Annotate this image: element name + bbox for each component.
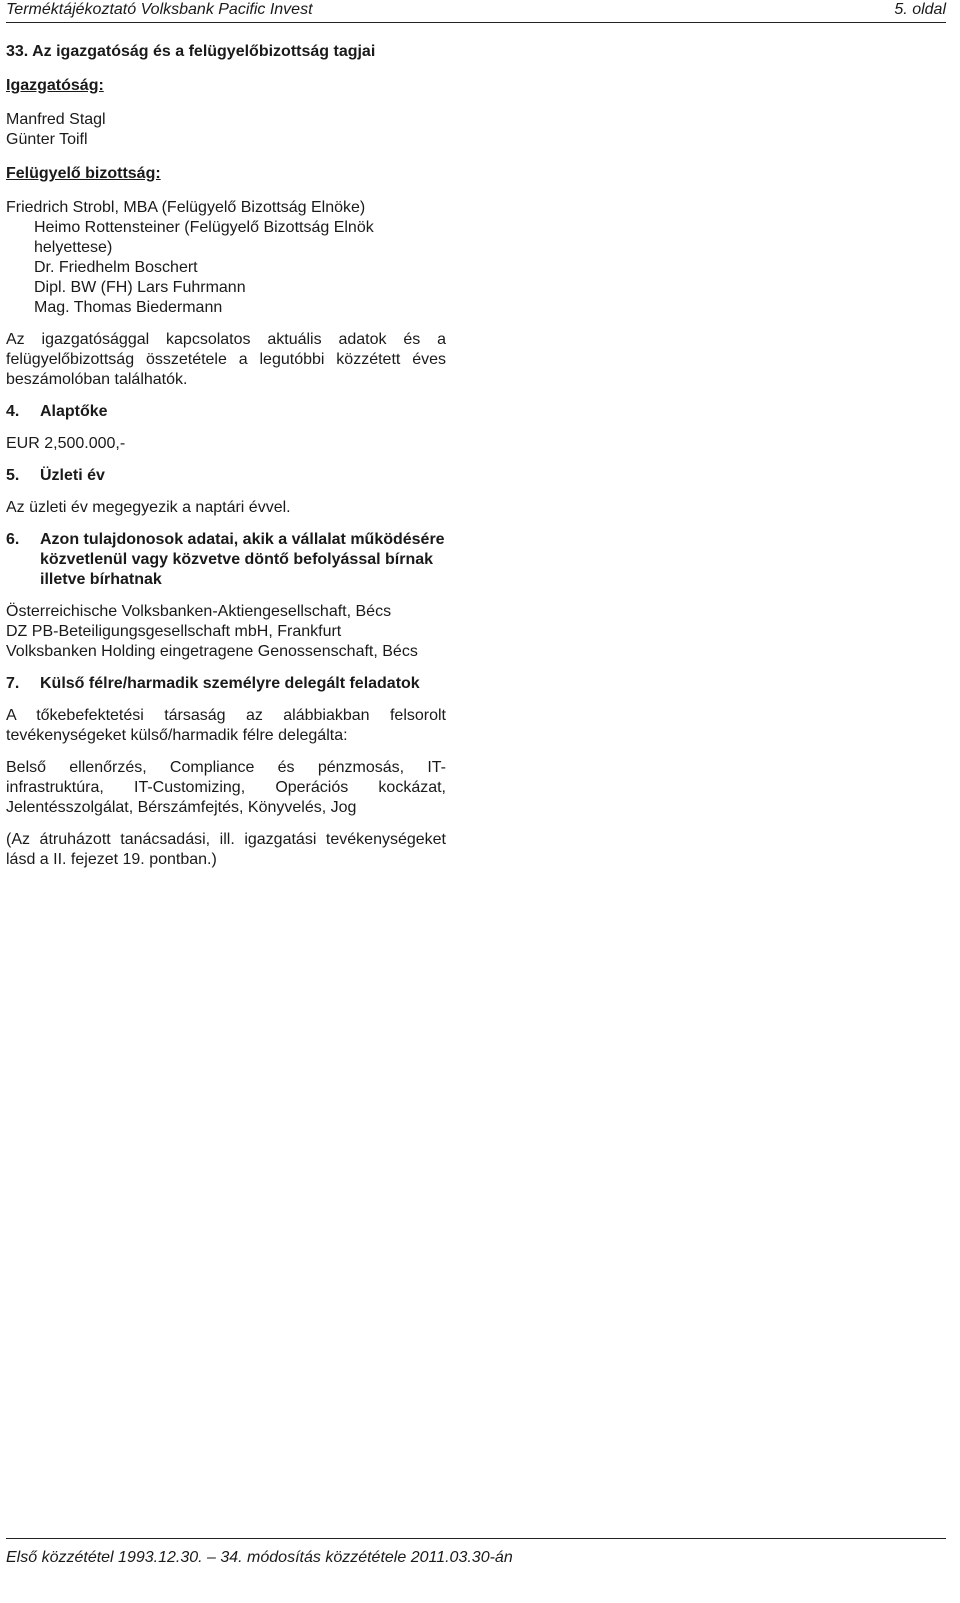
section-33-heading: 33. Az igazgatóság és a felügyelőbizottság tagjai bbox=[6, 43, 376, 60]
section-title: Alaptőke bbox=[40, 403, 108, 420]
section-number: 4. bbox=[6, 403, 20, 420]
section-title: Azon tulajdonosok adatai, akik a vállalat működésére közvetlenül vagy közvetve döntő befolyással bírnak illetve bírhatnak bbox=[40, 531, 445, 588]
supervisory-member: Dipl. BW (FH) Lars Fuhrmann bbox=[34, 279, 246, 296]
board-member: Manfred Stagl bbox=[6, 111, 106, 128]
page-footer bbox=[6, 1538, 946, 1568]
section-6-heading bbox=[6, 530, 446, 590]
delegated-tasks: Belső ellenőrzés, Compliance és pénzmosás, IT-infrastruktúra, IT-Customizing, Operációs kockázat, Jelentésszolgálat, Bérszámfejtés, Könyvelés, Jog bbox=[6, 759, 446, 816]
supervisory-chair: Friedrich Strobl, MBA (Felügyelő Bizottság Elnöke) bbox=[6, 199, 366, 216]
section-4-heading bbox=[6, 402, 446, 422]
section-5-heading bbox=[6, 466, 446, 486]
section-number: 7. bbox=[6, 675, 20, 692]
share-capital-value: EUR 2,500.000,- bbox=[6, 435, 126, 452]
section-title: Üzleti év bbox=[40, 467, 105, 484]
section-title: Külső félre/harmadik személyre delegált feladatok bbox=[40, 675, 420, 692]
supervisory-label: Felügyelő bizottság: bbox=[6, 165, 161, 182]
delegation-note: (Az átruházott tanácsadási, ill. igazgatási tevékenységeket lásd a II. fejezet 19. pontban.) bbox=[6, 831, 446, 868]
document-title: Terméktájékoztató Volksbank Pacific Invest bbox=[6, 1, 313, 18]
business-year-text: Az üzleti év megegyezik a naptári évvel. bbox=[6, 499, 291, 516]
document-body bbox=[6, 42, 446, 870]
supervisory-member: Dr. Friedhelm Boschert bbox=[34, 259, 198, 276]
owner-item: Volksbanken Holding eingetragene Genossenschaft, Bécs bbox=[6, 643, 418, 660]
delegation-intro: A tőkebefektetési társaság az alábbiakban felsorolt tevékenységeket külső/harmadik félre delegálta: bbox=[6, 707, 446, 744]
page-number: 5. oldal bbox=[894, 1, 946, 18]
board-label: Igazgatóság: bbox=[6, 77, 104, 94]
supervisory-member: Heimo Rottensteiner (Felügyelő Bizottság Elnök helyettese) bbox=[34, 219, 374, 256]
board-note: Az igazgatósággal kapcsolatos aktuális adatok és a felügyelőbizottság összetétele a legutóbbi közzétett éves beszámolóban találhatók. bbox=[6, 331, 446, 388]
supervisory-member: Mag. Thomas Biedermann bbox=[34, 299, 223, 316]
owner-item: DZ PB-Beteiligungsgesellschaft mbH, Frankfurt bbox=[6, 623, 342, 640]
section-number: 5. bbox=[6, 467, 20, 484]
section-7-heading bbox=[6, 674, 446, 694]
board-member: Günter Toifl bbox=[6, 131, 88, 148]
owner-item: Österreichische Volksbanken-Aktiengesellschaft, Bécs bbox=[6, 603, 392, 620]
section-number: 6. bbox=[6, 531, 20, 548]
publication-info: Első közzététel 1993.12.30. – 34. módosítás közzététele 2011.03.30-án bbox=[6, 1549, 513, 1566]
page-header bbox=[6, 0, 946, 23]
